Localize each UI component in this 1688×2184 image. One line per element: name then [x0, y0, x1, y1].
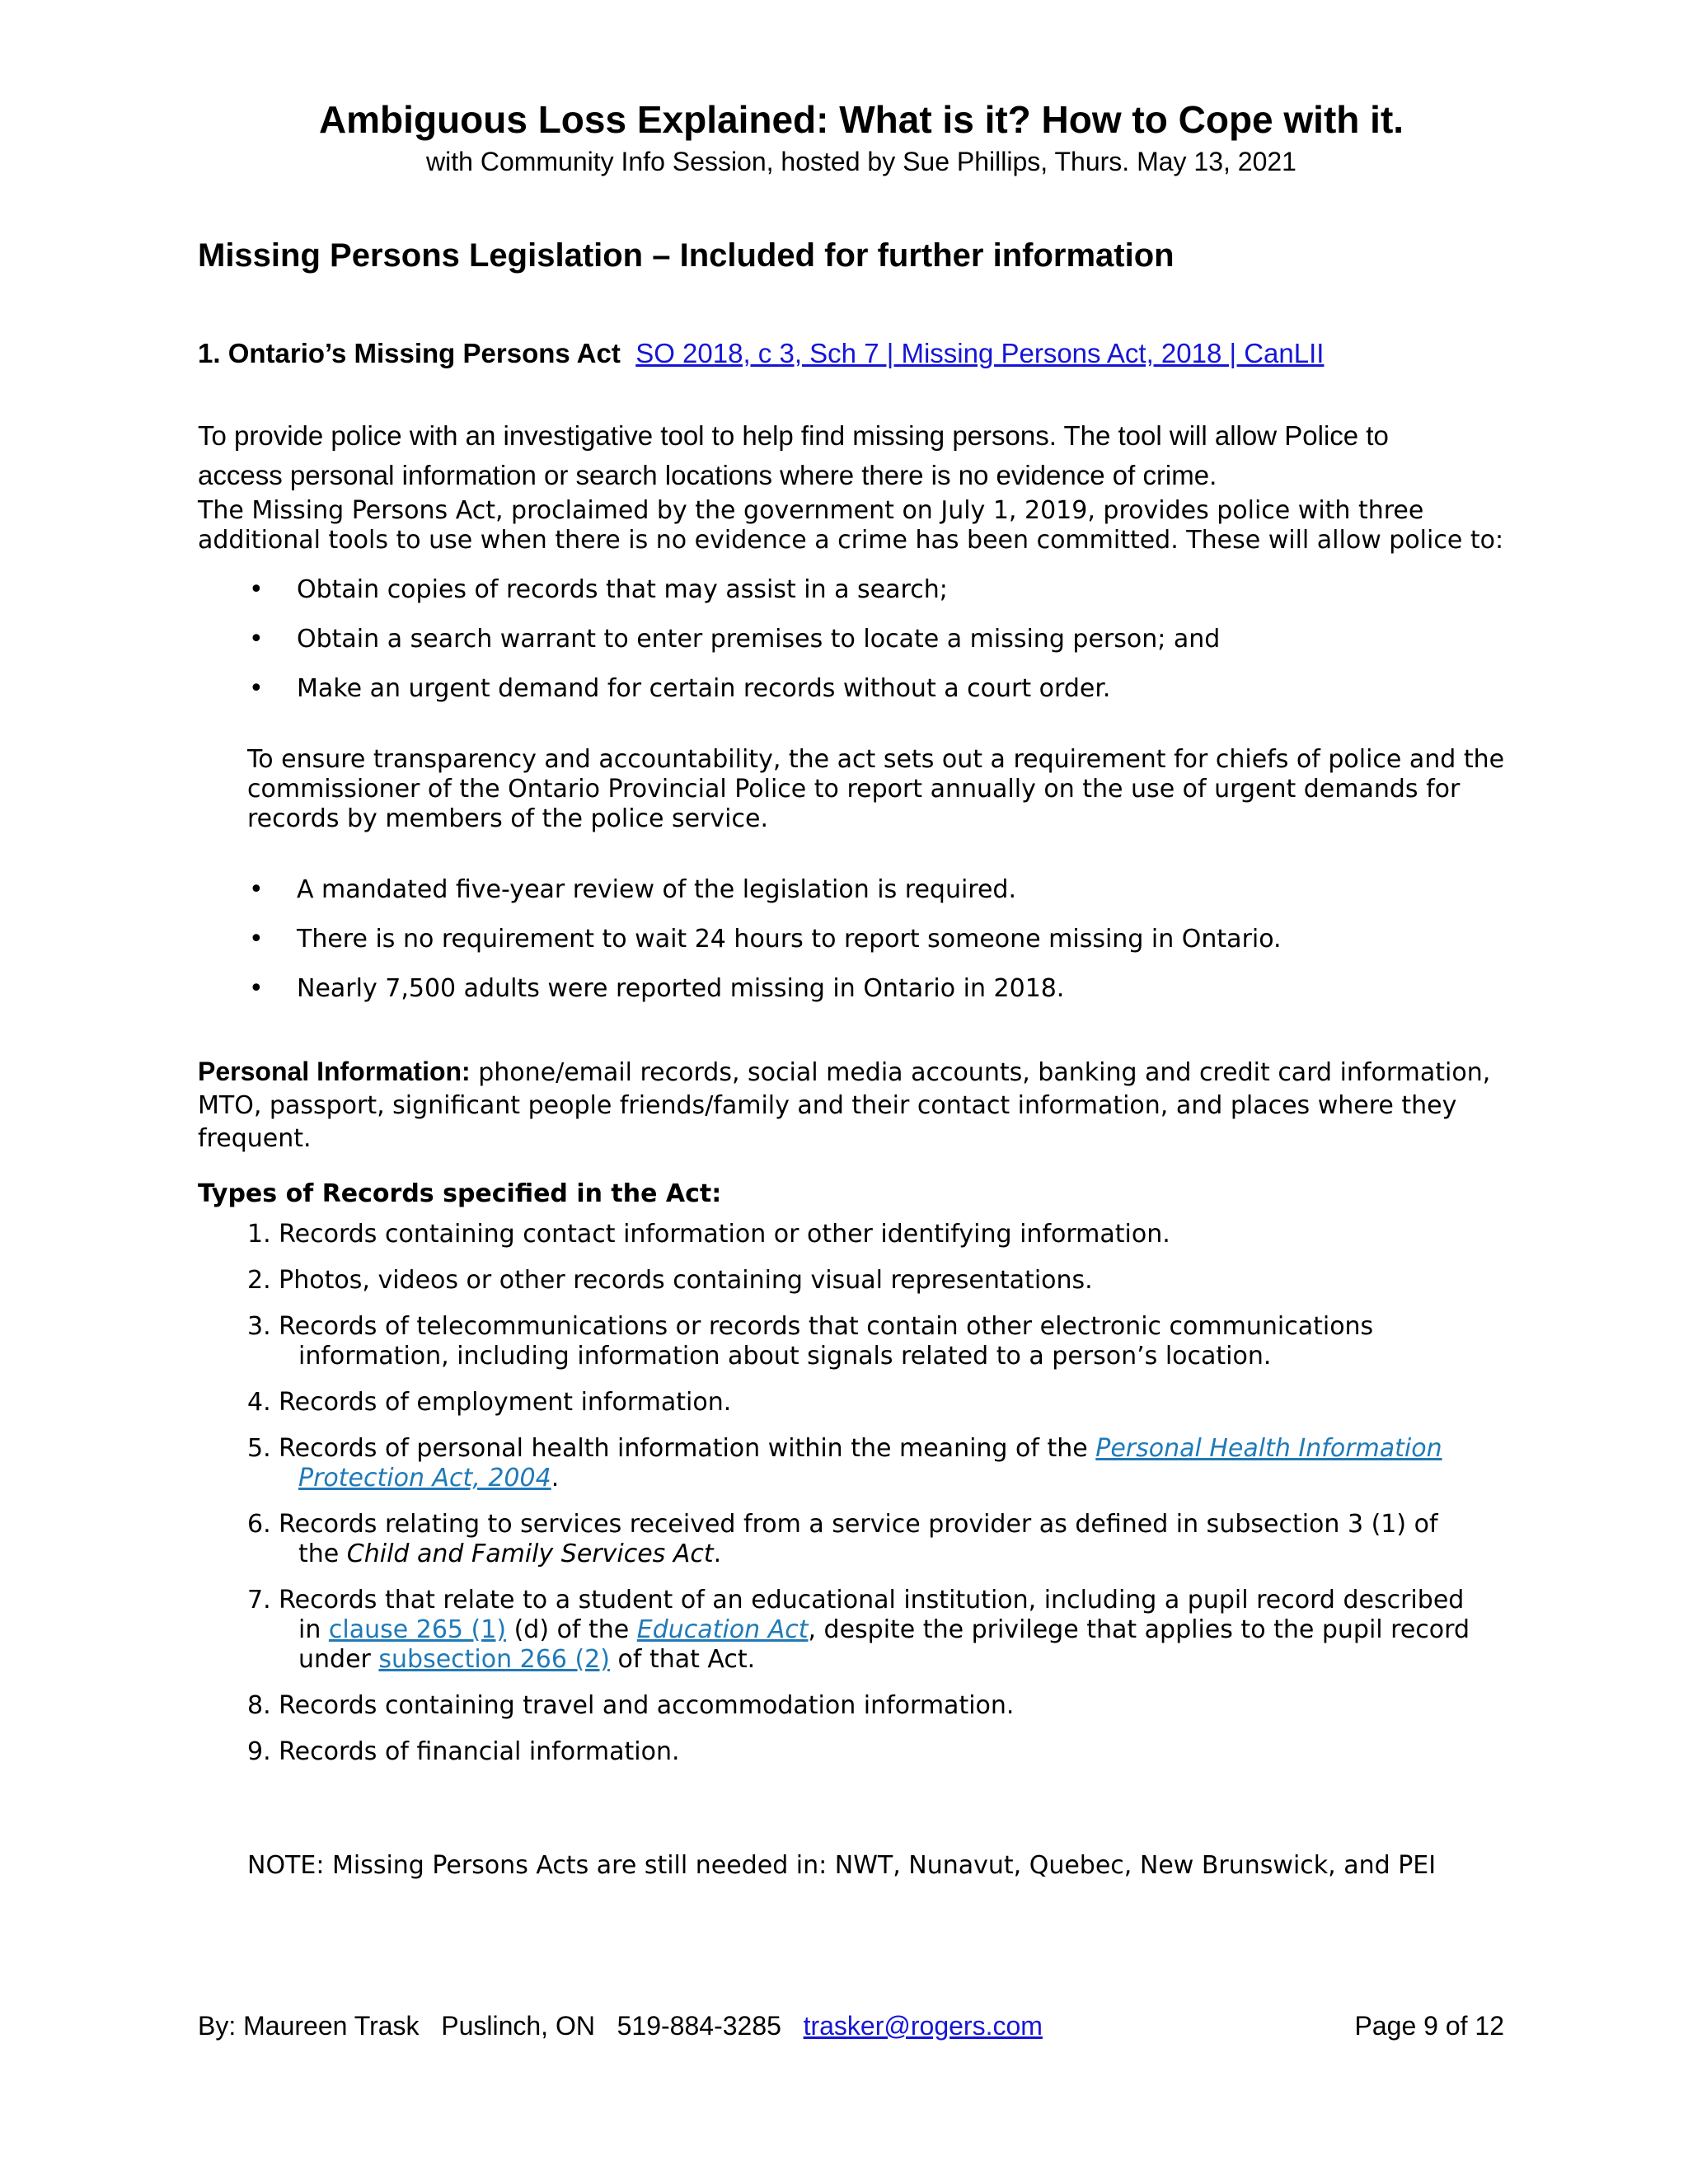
- list-item: 1. Records containing contact information or other identifying information.: [247, 1220, 1170, 1249]
- page-number: Page 9 of 12: [1354, 2011, 1504, 2041]
- intro-line-1: To provide police with an investigative tool to help find missing persons. The tool will allow Police to: [198, 420, 1389, 451]
- document-title: Ambiguous Loss Explained: What is it? How to Cope with it.: [318, 98, 1404, 141]
- bullet-icon: •: [249, 875, 264, 904]
- list-item: 3. Records of telecommunications or records that contain other electronic communications information, including information about signals related to a person’s location.: [247, 1312, 1374, 1371]
- list-item: • Make an urgent demand for certain records without a court order.: [249, 674, 1111, 703]
- records-list: [247, 1220, 1533, 1783]
- document-subtitle: with Community Info Session, hosted by Sue Phillips, Thurs. May 13, 2021: [426, 147, 1296, 176]
- tools-list: [198, 575, 1517, 724]
- intro-paragraph: [198, 416, 1517, 495]
- list-item: • Obtain a search warrant to enter premises to locate a missing person; and: [249, 625, 1221, 654]
- records-heading: Types of Records specified in the Act:: [198, 1179, 722, 1208]
- list-item: 6. Records relating to services received from a service provider as defined in subsection 3 (1) of the Child and Family Services Act.: [247, 1510, 1438, 1568]
- personal-info-paragraph: Personal Information: phone/email records, social media accounts, banking and credit card information, MTO, passport, significant people friends/family and their contact information, and places where they frequent.: [198, 1057, 1491, 1153]
- list-item: 8. Records containing travel and accommodation information.: [247, 1691, 1015, 1720]
- phipa-link-cont[interactable]: Protection Act, 2004: [298, 1464, 551, 1493]
- bullet-icon: •: [249, 925, 264, 954]
- subsection-266-link[interactable]: subsection 266 (2): [378, 1645, 610, 1674]
- bullet-icon: •: [249, 575, 264, 604]
- section-heading: Missing Persons Legislation – Included for further information: [198, 237, 1175, 274]
- list-item: 5. Records of personal health information within the meaning of the Personal Health Information Protection Act, 2004.: [247, 1434, 1442, 1493]
- email-link[interactable]: trasker@rogers.com: [803, 2011, 1043, 2041]
- list-item: 7. Records that relate to a student of an educational institution, including a pupil record described in clause 265 (1) (d) of the Education Act, despite the privilege that applies to the pupil record under subsection 266 (2) of that Act.: [247, 1586, 1470, 1674]
- page-footer: [198, 2011, 1504, 2041]
- list-item: • Nearly 7,500 adults were reported missing in Ontario in 2018.: [249, 974, 1065, 1003]
- bullet-icon: •: [249, 974, 264, 1003]
- act-heading: [198, 338, 1324, 369]
- list-item: • A mandated five-year review of the legislation is required.: [249, 875, 1017, 904]
- facts-list: [198, 875, 1517, 1024]
- bullet-icon: •: [249, 625, 264, 654]
- transparency-paragraph: To ensure transparency and accountability, the act sets out a requirement for chiefs of police and the commissioner of the Ontario Provincial Police to report annually on the use of urgent demands for records by members of the police service.: [247, 745, 1505, 833]
- bullet-icon: •: [249, 674, 264, 703]
- intro-line-2: access personal information or search locations where there is no evidence of crime.: [198, 460, 1217, 490]
- canlii-link[interactable]: SO 2018, c 3, Sch 7 | Missing Persons Act, 2018 | CanLII: [635, 338, 1325, 368]
- act-label: 1. Ontario’s Missing Persons Act: [198, 338, 621, 368]
- list-item: 4. Records of employment information.: [247, 1388, 732, 1417]
- phipa-link[interactable]: Personal Health Information: [1095, 1434, 1442, 1463]
- footer-author: By: Maureen Trask Puslinch, ON 519-884-3285: [198, 2011, 804, 2041]
- list-item: 2. Photos, videos or other records containing visual representations.: [247, 1266, 1093, 1295]
- list-item: • There is no requirement to wait 24 hours to report someone missing in Ontario.: [249, 925, 1282, 954]
- list-item: 9. Records of financial information.: [247, 1737, 680, 1766]
- proclaimed-paragraph: The Missing Persons Act, proclaimed by the government on July 1, 2019, provides police with three additional tools to use when there is no evidence a crime has been committed. These will allow police to:: [198, 496, 1504, 555]
- clause-265-link[interactable]: clause 265 (1): [328, 1615, 507, 1644]
- personal-info-label: Personal Information:: [198, 1057, 471, 1086]
- list-item: • Obtain copies of records that may assist in a search;: [249, 575, 948, 604]
- note-text: NOTE: Missing Persons Acts are still needed in: NWT, Nunavut, Quebec, New Brunswick, and PEI: [247, 1851, 1437, 1880]
- education-act-link[interactable]: Education Act: [636, 1615, 809, 1644]
